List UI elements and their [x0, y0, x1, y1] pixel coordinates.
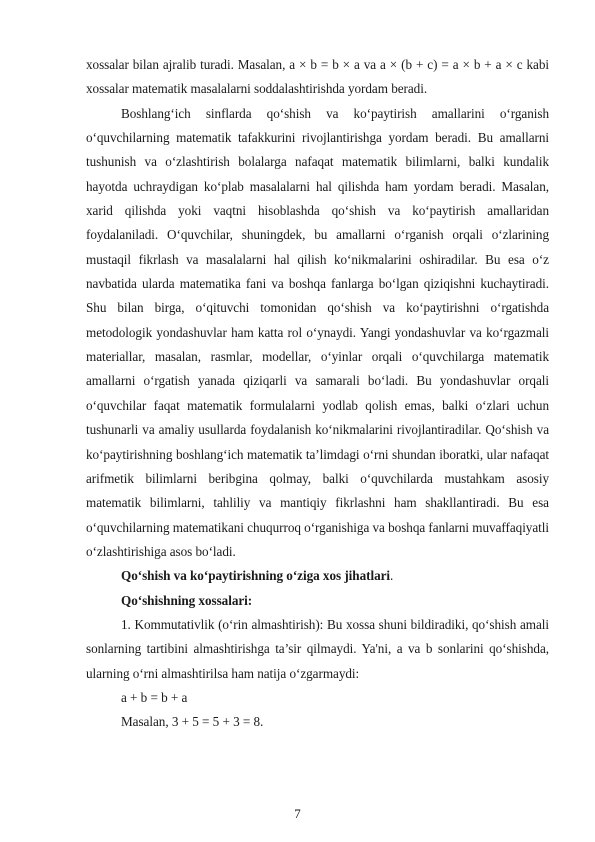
example-line: Masalan, 3 + 5 = 5 + 3 = 8.: [121, 714, 264, 730]
section-heading-text: Qo‘shish va ko‘paytirishning o‘ziga xos jihatlari: [121, 568, 391, 584]
subsection-heading: Qo‘shishning xossalari:: [121, 592, 253, 608]
page-number: 7: [294, 806, 301, 821]
body-text: [86, 53, 549, 735]
list-item-commutativity: 1. Kommutativlik (o‘rin almashtirish): Bu xossa shuni bildiradiki, qo‘shish amali sonlarning tartibini almashtirishga ta’sir qilmaydi. Ya'ni, a va b sonlarini qo‘shishda, ularning o‘rni almashtirilsa ham natija o‘zgarmaydi:: [86, 616, 549, 681]
section-heading: [86, 564, 549, 588]
paragraph-continuation: xossalar bilan ajralib turadi. Masalan, a × b = b × a va a × (b + c) = a × b + a × c kabi xossalar matematik masalalarni soddalashtirishda yordam beradi.: [86, 57, 549, 97]
paragraph-main: Boshlang‘ich sinflarda qo‘shish va ko‘paytirish amallarini o‘rganish o‘quvchilarning matematik tafakkurini rivojlantirishga yordam beradi. Bu amallarni tushunish va o‘zlashtirish bolalarga nafaqat matematik bilimlarni, balki kundalik hayotda uchraydigan ko‘plab masalalarni hal qilishda ham yordam beradi. Masalan, xarid qilishda yoki vaqtni hisoblashda qo‘shish va ko‘paytirish amallaridan foydalaniladi. O‘quvchilar, shuningdek, bu amallarni o‘rganish orqali o‘zlarining mustaqil fikrlash va masalalarni hal qilish ko‘nikmalarini oshiradilar. Bu esa o‘z navbatida ularda matematika fani va boshqa fanlarga bo‘lgan qiziqishni kuchaytiradi. Shu bilan birga, o‘qituvchi tomonidan qo‘shish va ko‘paytirishni o‘rgatishda metodologik yondashuvlar ham katta rol o‘ynaydi. Yangi yondashuvlar va ko‘rgazmali materiallar, masalan, rasmlar, modellar, o‘yinlar orqali o‘quvchilarga matematik amallarni o‘rgatish yanada qiziqarli va samarali bo‘ladi. Bu yondashuvlar orqali o‘quvchilar faqat matematik formulalarni yodlab qolish emas, balki o‘zlari uchun tushunarli va amaliy usullarda foydalanish ko‘nikmalarini rivojlantiradilar. Qo‘shish va ko‘paytirishning boshlang‘ich matematik ta’limdagi o‘rni shundan iboratki, ular nafaqat arifmetik bilimlarni beribgina qolmay, balki o‘quvchilarda mustahkam asosiy matematik bilimlarni, tahliliy va mantiqiy fikrlashni ham shakllantiradi. Bu esa o‘quvchilarning matematikani chuqurroq o‘rganishiga va boshqa fanlarni muvaffaqiyatli o‘zlashtirishiga asos bo‘ladi.: [86, 105, 549, 559]
section-heading-suffix: .: [390, 568, 394, 584]
formula-line: a + b = b + a: [121, 689, 188, 705]
